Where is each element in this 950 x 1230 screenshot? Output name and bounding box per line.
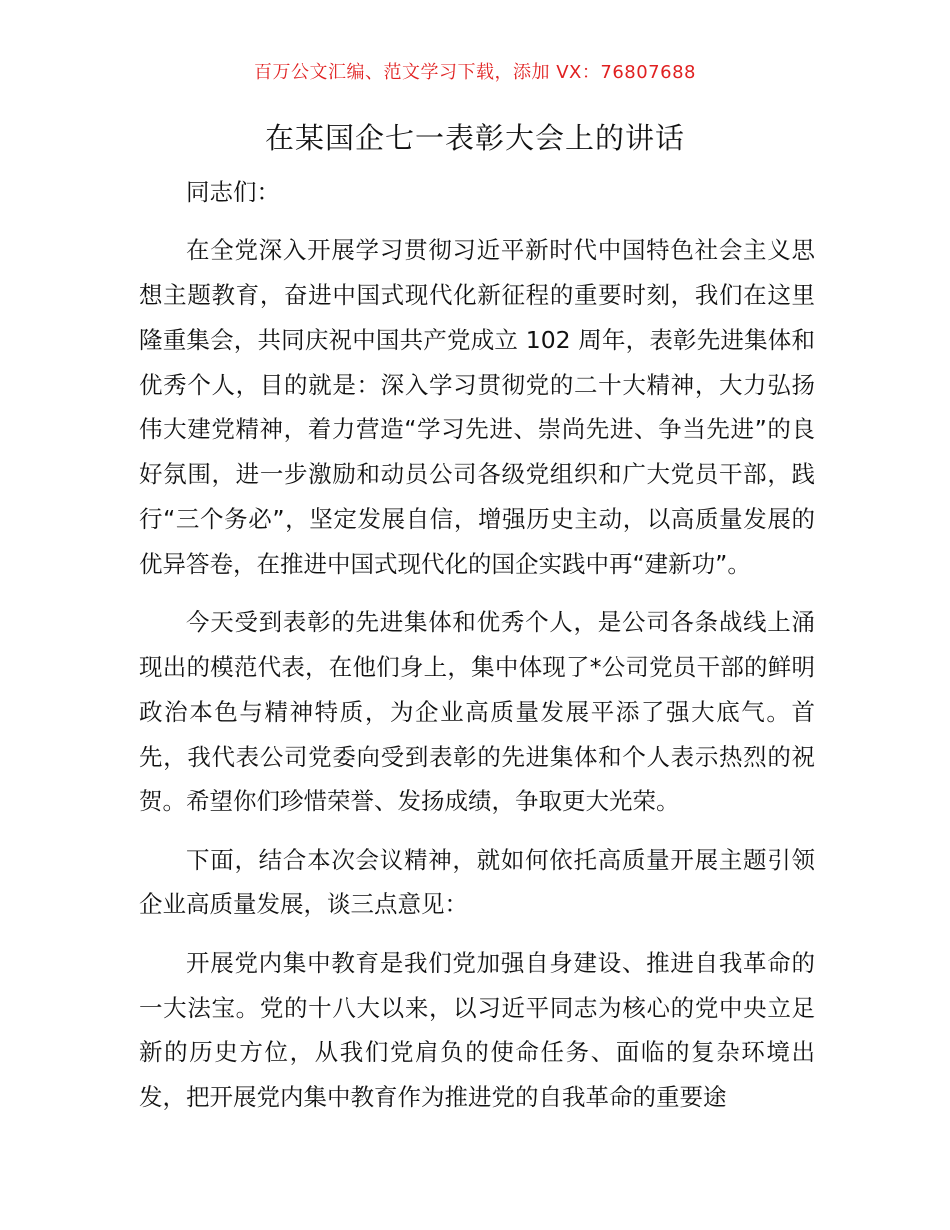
document-title: 在某国企七一表彰大会上的讲话 (264, 121, 685, 155)
document-body (139, 170, 815, 1133)
salutation: 同志们： (186, 178, 280, 206)
paragraph-2: 今天受到表彰的先进集体和优秀个人，是公司各条战线上涌现出的模范代表，在他们身上，集中体现了*公司党员干部的鲜明政治本色与精神特质，为企业高质量发展平添了强大底气。首先，我代表公司党委向受到表彰的先进集体和个人表示热烈的祝贺。希望你们珍惜荣誉、发扬成绩，争取更大光荣。 (139, 608, 815, 816)
paragraph-4: 开展党内集中教育是我们党加强自身建设、推进自我革命的一大法宝。党的十八大以来，以习近平同志为核心的党中央立足新的历史方位，从我们党肩负的使命任务、面临的复杂环境出发，把开展党内集中教育作为推进党的自我革命的重要途 (139, 948, 815, 1112)
paragraph-1: 在全党深入开展学习贯彻习近平新时代中国特色社会主义思想主题教育，奋进中国式现代化新征程的重要时刻，我们在这里隆重集会，共同庆祝中国共产党成立 102 周年，表彰先进集体和优秀个人，目的就是：深入学习贯彻党的二十大精神，大力弘扬伟大建党精神，着力营造“学习先进、崇尚先进、争当先进”的良好氛围，进一步激励和动员公司各级党组织和广大党员干部，践行“三个务必”，坚定发展自信，增强历史主动，以高质量发展的优异答卷，在推进中国式现代化的国企实践中再“建新功”。 (139, 236, 815, 578)
paragraph-3: 下面，结合本次会议精神，就如何依托高质量开展主题引领企业高质量发展，谈三点意见： (139, 845, 815, 919)
header-banner: 百万公文汇编、范文学习下载，添加 VX：76807688 (254, 62, 696, 83)
